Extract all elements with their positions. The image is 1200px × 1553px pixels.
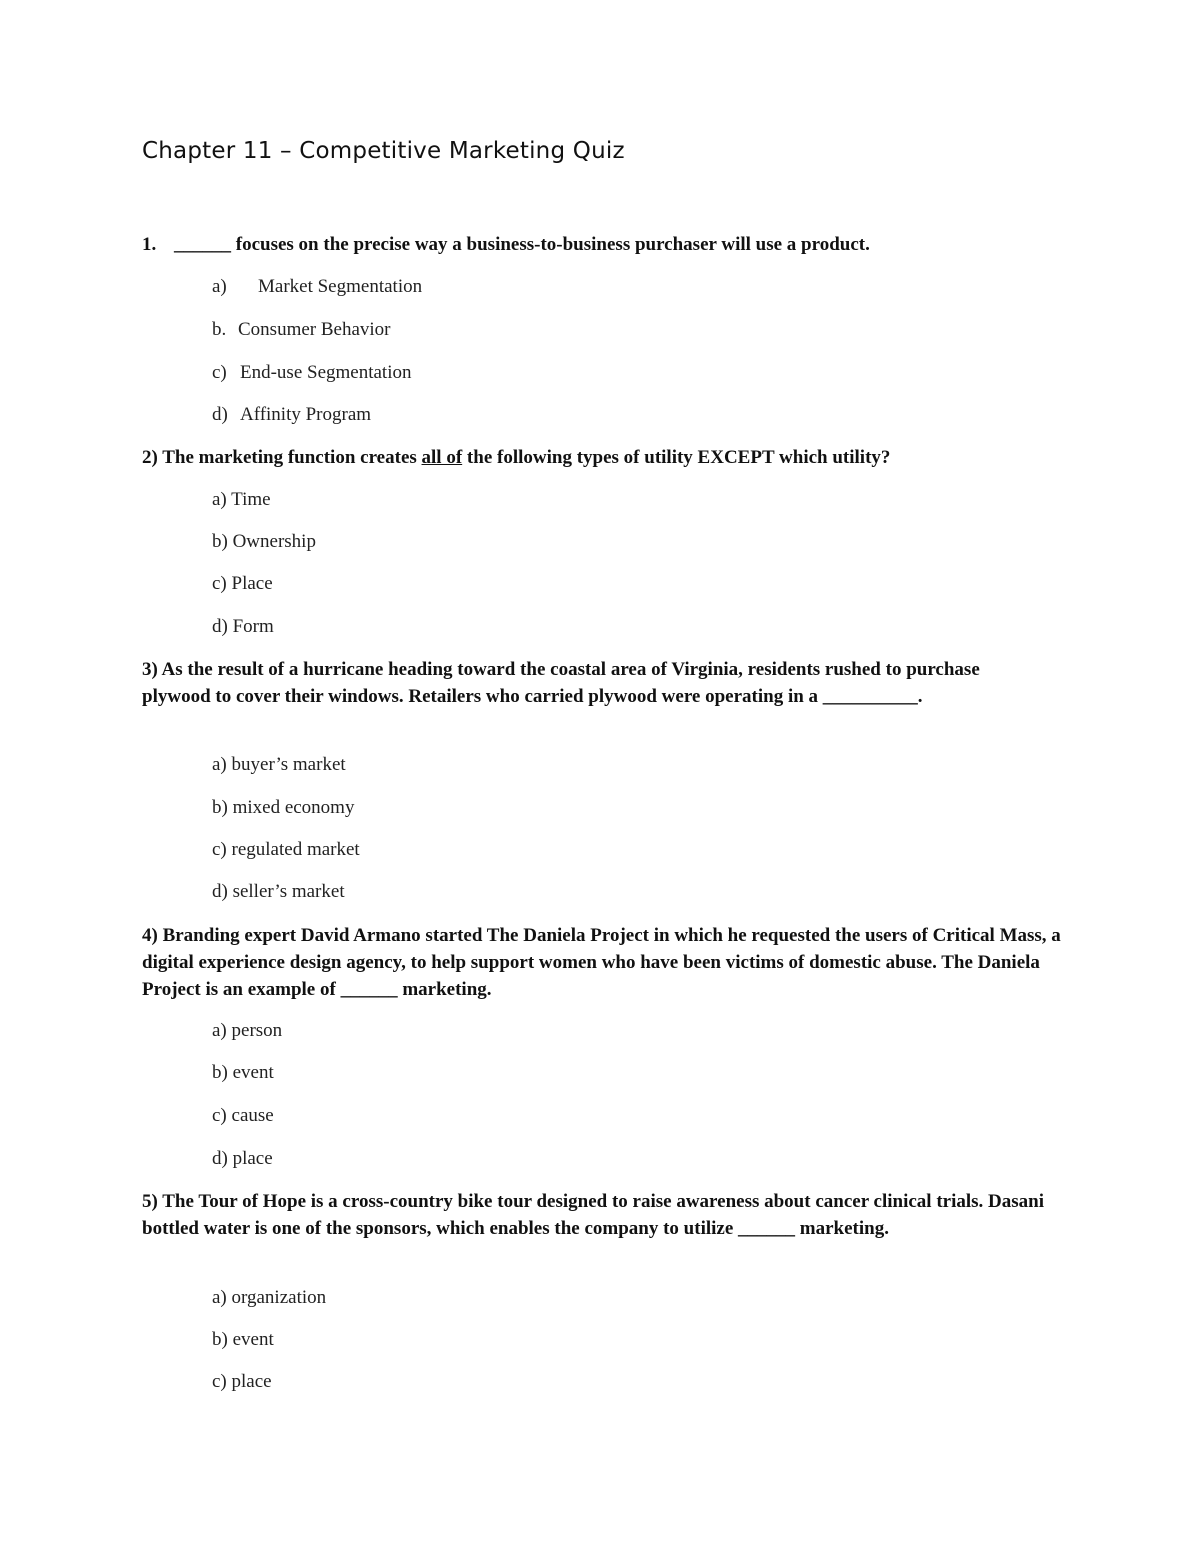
question-5-option-b: b) event xyxy=(212,1329,274,1350)
question-2-text-end: the following types of utility EXCEPT which utility? xyxy=(462,447,891,468)
page-title: Chapter 11 – Competitive Marketing Quiz xyxy=(142,138,625,164)
option-letter: d) xyxy=(212,404,228,425)
question-1-option-d xyxy=(212,403,371,427)
question-4-option-a: a) person xyxy=(212,1020,283,1041)
option-letter: a) xyxy=(212,276,227,297)
question-1 xyxy=(142,231,1062,258)
question-3: 3) As the result of a hurricane heading toward the coastal area of Virginia, residents rushed to purchase plywood to cover their windows. Retailers who carried plywood were operating in a __________. xyxy=(142,659,980,707)
option-letter: c) xyxy=(212,362,227,383)
question-1-option-a xyxy=(212,275,422,299)
question-1-option-b xyxy=(212,318,391,342)
question-1-number: 1. xyxy=(142,234,157,255)
question-2-option-c: c) Place xyxy=(212,573,273,594)
question-3-option-c: c) regulated market xyxy=(212,839,360,860)
question-2-option-d: d) Form xyxy=(212,616,274,637)
question-5-option-c: c) place xyxy=(212,1371,272,1392)
option-text: Market Segmentation xyxy=(258,276,423,297)
question-5-option-a: a) organization xyxy=(212,1287,327,1308)
question-4-option-c: c) cause xyxy=(212,1105,274,1126)
question-2-underlined: all of xyxy=(421,447,463,468)
question-4-option-b: b) event xyxy=(212,1062,274,1083)
question-3-option-a: a) buyer’s market xyxy=(212,754,346,775)
option-text: Consumer Behavior xyxy=(238,319,391,340)
question-2-option-b: b) Ownership xyxy=(212,531,316,552)
option-letter: b. xyxy=(212,319,227,340)
question-2-text-start: 2) The marketing function creates xyxy=(142,447,422,468)
question-3-option-b: b) mixed economy xyxy=(212,797,355,818)
question-1-option-c xyxy=(212,361,412,385)
question-5: 5) The Tour of Hope is a cross-country bike tour designed to raise awareness about cancer clinical trials. Dasani bottled water is one of the sponsors, which enables the company to utilize ______ marketing. xyxy=(142,1191,1044,1239)
question-4-option-d: d) place xyxy=(212,1148,273,1169)
option-text: Affinity Program xyxy=(240,404,372,425)
question-2-option-a: a) Time xyxy=(212,489,271,510)
question-3-option-d: d) seller’s market xyxy=(212,881,345,902)
question-4: 4) Branding expert David Armano started The Daniela Project in which he requested the users of Critical Mass, a digital experience design agency, to help support women who have been victims of domestic abuse. The Daniela Project is an example of ______ marketing. xyxy=(142,925,1061,1000)
question-2 xyxy=(142,444,1062,471)
question-1-text: ______ focuses on the precise way a business-to-business purchaser will use a product. xyxy=(174,234,870,255)
option-text: End-use Segmentation xyxy=(240,362,412,383)
